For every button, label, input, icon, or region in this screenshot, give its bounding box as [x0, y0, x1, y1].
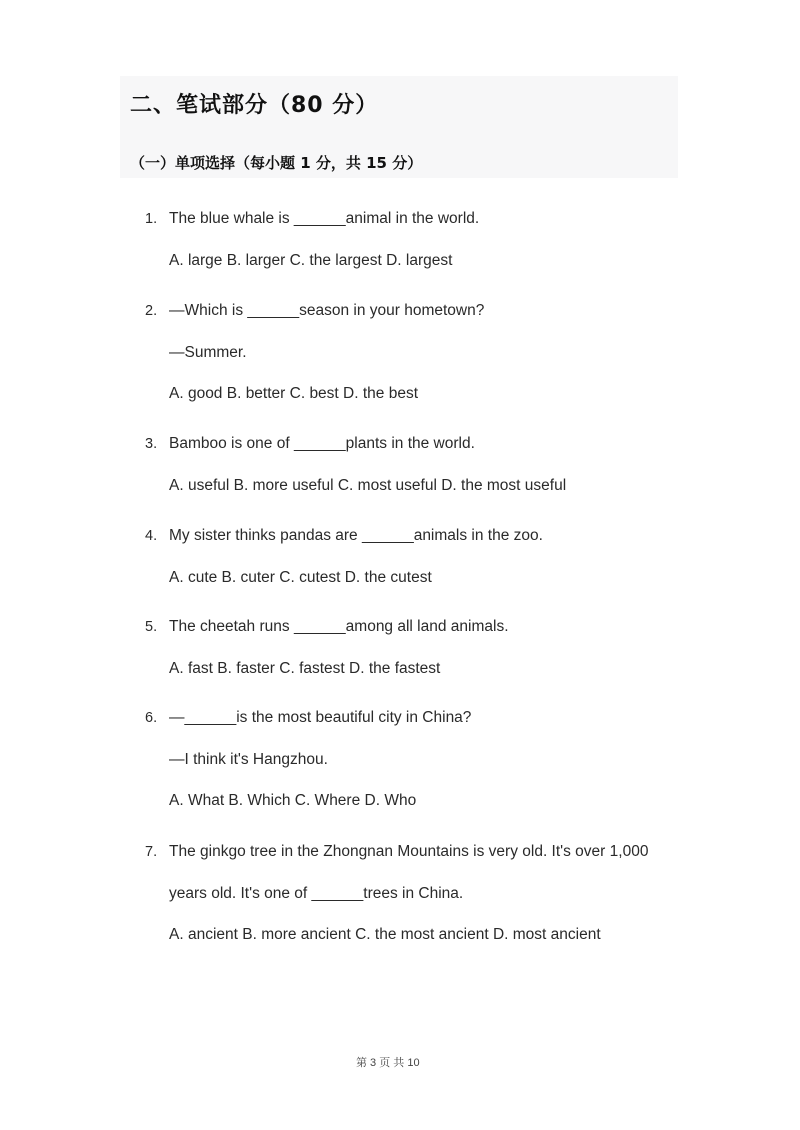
section-title: 二、笔试部分（80 分）	[130, 93, 379, 118]
question-text: —Summer.	[169, 343, 247, 361]
question-text: The ginkgo tree in the Zhongnan Mountains is very old. It's over 1,000	[169, 843, 649, 860]
answer-options: A. What B. Which C. Where D. Who	[169, 792, 417, 809]
question-number: 5.	[145, 619, 158, 635]
answer-options: A. ancient B. more ancient C. the most ancient D. most ancient	[169, 926, 601, 943]
question-number: 6.	[145, 710, 158, 726]
question-number: 1.	[145, 211, 158, 227]
answer-options: A. fast B. faster C. fastest D. the fastest	[169, 659, 441, 677]
question-number: 3.	[145, 436, 158, 452]
question-number: 2.	[145, 303, 158, 319]
question-text: My sister thinks pandas are ______animals in the zoo.	[169, 527, 543, 544]
question-text: The cheetah runs ______among all land animals.	[169, 618, 509, 635]
answer-options: A. cute B. cuter C. cutest D. the cutest	[169, 568, 432, 586]
subsection-title: （一）单项选择（每小题 1 分，共 15 分）	[130, 154, 423, 172]
question-text: —Which is ______season in your hometown?	[169, 302, 485, 319]
question-text: The blue whale is ______animal in the world.	[169, 210, 480, 227]
question-text: —______is the most beautiful city in China?	[169, 709, 472, 726]
question-text: —I think it's Hangzhou.	[169, 750, 328, 768]
question-text: Bamboo is one of ______plants in the world.	[169, 435, 475, 452]
answer-options: A. large B. larger C. the largest D. largest	[169, 251, 453, 269]
question-text: years old. It's one of ______trees in China.	[169, 884, 464, 902]
answer-options: A. useful B. more useful C. most useful D. the most useful	[169, 476, 567, 494]
question-number: 4.	[145, 528, 158, 544]
page-footer: 第 3 页 共 10	[356, 1057, 420, 1069]
question-number: 7.	[145, 844, 158, 860]
section-header	[120, 76, 678, 178]
answer-options: A. good B. better C. best D. the best	[169, 385, 418, 402]
